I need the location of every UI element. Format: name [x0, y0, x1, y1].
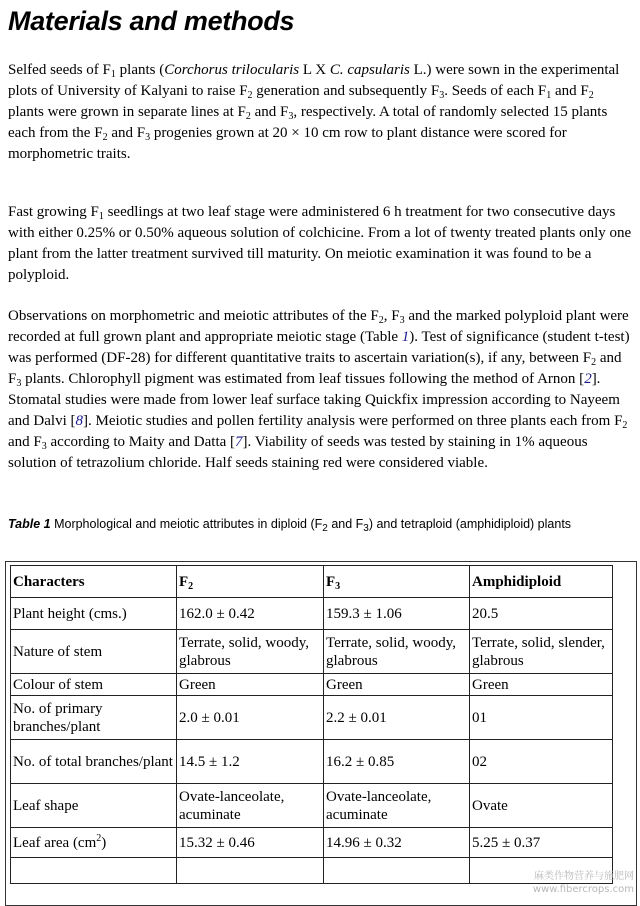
paragraph-seed-sowing: Selfed seeds of $F_1$ plants (Corchorus trilocularis L X C. capsularis L.) were sown in the experimental plots of University of Kalyani to raise $F_2$ generation and subsequently $F_3$. Seeds of each $F_1$ and $F_2$ plants were grown in separate lines at $F_2$ and $F_3$, respectively. A total of randomly selected 15 plants each from the $F_2$ and $F_3$ progenies grown at 20 × 10 cm row to plant distance were scored for morphometric traits.	[8, 62, 620, 162]
table-caption: Table 1 Morphological and meiotic attributes in diploid ($F_2$ and $F_3$) and tetraploid (amphidiploid) plants	[8, 517, 572, 534]
cell-f3: 2.2 ± 0.01	[324, 696, 470, 740]
table-row	[11, 696, 613, 740]
cell-f3: Terrate, solid, woody, glabrous	[324, 630, 470, 674]
watermark-url: www.fibercrops.com	[532, 884, 634, 895]
cell-f2: 14.5 ± 1.2	[177, 740, 324, 784]
table-row	[11, 598, 613, 630]
cell-f3	[324, 858, 470, 884]
header-characters: Characters	[11, 566, 177, 598]
table-header-row	[11, 566, 613, 598]
watermark-name: 麻类作物营养与施肥网	[534, 871, 634, 882]
row-label: Plant height (cms.)	[11, 598, 177, 630]
row-label: No. of total branches/plant	[11, 740, 177, 784]
paragraph-colchicine-treatment: Fast growing $F_1$ seedlings at two leaf stage were administered 6 h treatment for two consecutive days with either 0.25% or 0.50% aqueous solution of colchicine. From a lot of twenty treated plants only one plant from the latter treatment survived till maturity. On meiotic examination it was found to be a polyploid.	[8, 204, 632, 283]
citation-link-maity[interactable]: 7	[235, 434, 243, 450]
row-label: Leaf shape	[11, 784, 177, 828]
section-heading: Materials and methods	[8, 6, 295, 36]
cell-f2	[177, 858, 324, 884]
header-f3: $F_3$	[324, 566, 470, 598]
cell-amphidiploid: 02	[470, 740, 613, 784]
citation-link-arnon[interactable]: 2	[584, 371, 592, 387]
cell-amphidiploid: Terrate, solid, slender, glabrous	[470, 630, 613, 674]
row-label: Leaf area $(cm^2)$	[11, 828, 177, 858]
table-row	[11, 784, 613, 828]
table-caption-label: Table 1	[8, 517, 51, 531]
cell-f2: 15.32 ± 0.46	[177, 828, 324, 858]
cell-amphidiploid: Ovate	[470, 784, 613, 828]
attributes-table	[10, 565, 613, 884]
cell-f2: Ovate-lanceolate, acuminate	[177, 784, 324, 828]
table-reference-link[interactable]: 1	[401, 329, 410, 345]
cell-f3: 159.3 ± 1.06	[324, 598, 470, 630]
cell-f3: 14.96 ± 0.32	[324, 828, 470, 858]
row-label	[11, 858, 177, 884]
header-f2: $F_2$	[177, 566, 324, 598]
cell-f2: 162.0 ± 0.42	[177, 598, 324, 630]
cell-amphidiploid: 20.5	[470, 598, 613, 630]
row-label: Colour of stem	[11, 674, 177, 696]
table-row	[11, 674, 613, 696]
cell-f3: Ovate-lanceolate, acuminate	[324, 784, 470, 828]
table-row-partial	[11, 858, 613, 884]
header-amphidiploid: Amphidiploid	[470, 566, 613, 598]
table-row	[11, 630, 613, 674]
cell-f3: 16.2 ± 0.85	[324, 740, 470, 784]
cell-f2: Terrate, solid, woody, glabrous	[177, 630, 324, 674]
row-label: No. of primary branches/plant	[11, 696, 177, 740]
cell-amphidiploid: Green	[470, 674, 613, 696]
cell-amphidiploid: 5.25 ± 0.37	[470, 828, 613, 858]
cell-amphidiploid: 01	[470, 696, 613, 740]
site-watermark	[533, 870, 634, 896]
row-label: Nature of stem	[11, 630, 177, 674]
cell-f2: Green	[177, 674, 324, 696]
table-row	[11, 740, 613, 784]
cell-f2: 2.0 ± 0.01	[177, 696, 324, 740]
cell-f3: Green	[324, 674, 470, 696]
table-row	[11, 828, 613, 858]
paragraph-observations: Observations on morphometric and meiotic attributes of the $F_2$, $F_3$ and the marked polyploid plant were recorded at full grown plant and appropriate meiotic stage (Table 1). Test of significance (student t-test) was performed (DF-28) for different quantitative traits to ascertain variation(s), if any, between $F_2$ and $F_3$ plants. Chlorophyll pigment was estimated from leaf tissues following the method of Arnon [2]. Stomatal studies were made from lower leaf surface taking Quickfix impression according to Nayeem and Dalvi [8]. Meiotic studies and pollen fertility analysis were performed on three plants each from $F_2$ and $F_3$ according to Maity and Datta [7]. Viability of seeds was tested by staining in 1% aqueous solution of tetrazolium chloride. Half seeds staining red were considered viable.	[8, 308, 630, 471]
citation-link-nayeem[interactable]: 8	[75, 413, 83, 429]
